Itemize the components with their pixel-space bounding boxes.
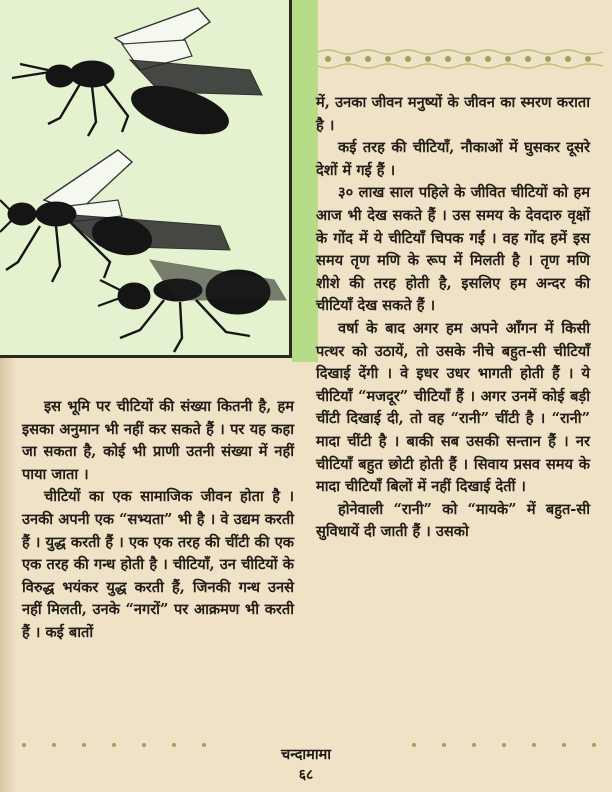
paragraph: कई तरह की चीटियाँ, नौकाओं में घुसकर दूसरे देशों में गई हैं ।	[316, 139, 590, 179]
magazine-name: चन्दामामा	[281, 746, 331, 763]
paragraph: चीटियों का एक सामाजिक जीवन होता है । उनकी अपनी एक “सभ्यता” भी है । वे उद्यम करती हैं । युद्ध करती हैं । एक एक तरह की चींटी की एक एक तरह की गन्ध होती है । चीटियाँ, उन चीटियों के विरुद्ध भयंकर युद्ध करती हैं, जिनकी गन्ध उनसे नहीं मिलती, उनके “नगरों” पर आक्रमण भी करती हैं । कई बातों	[22, 488, 294, 641]
page-number: ६८	[298, 767, 314, 783]
flying-ants-illustration	[0, 0, 292, 358]
paragraph: वर्षा के बाद अगर हम अपने आँगन में किसी पत्थर को उठायें, तो उसके नीचे बहुत-सी चीटियाँ दिखाई देंगी । वे इधर उधर भागती होती हैं । ये चीटियाँ “मजदूर” चीटियाँ हैं । अगर उनमें कोई बड़ी चींटी दिखाई दी, तो वह “रानी” चींटी है । “रानी” मादा चींटी है । बाकी सब उसकी सन्तान हैं । नर चीटियाँ बहुत छोटी होती हैं । सिवाय प्रसव समय के मादा चीटियाँ बिलों में नहीं दिखाई देतीं ।	[316, 319, 590, 496]
paragraph: ३० लाख साल पहिले के जीवित चीटियों को हम आज भी देख सकते हैं । उस समय के देवदारु वृक्षों के गोंद में ये चीटियाँ चिपक गईं । वह गोंद हमें इस समय तृण मणि के रूप में मिलती है । तृण मणि शीशे की तरह होती है, इसलिए हम अन्दर की चीटियाँ देख सकते हैं ।	[316, 184, 590, 315]
paragraph: में, उनका जीवन मनुष्यों के जीवन का स्मरण कराता है ।	[316, 94, 590, 134]
decorative-border-icon	[318, 48, 603, 70]
paragraph: इस भूमि पर चीटियों की संख्या कितनी है, हम इसका अनुमान भी नहीं कर सकते हैं । पर यह कहा जा सकता है, कोई भी प्राणी उतनी संख्या में नहीं पाया जाता ।	[22, 398, 294, 483]
green-margin-band	[292, 0, 318, 362]
ants-drawing	[0, 0, 292, 358]
worker-ant-icon	[98, 260, 286, 352]
right-text-column	[316, 92, 590, 544]
winged-ant-middle-icon	[0, 150, 230, 282]
paragraph: होनेवाली “रानी” को “मायके” में बहुत-सी सुविधायें दी जाती हैं । उसको	[316, 500, 590, 541]
winged-ant-top-icon	[12, 8, 262, 143]
left-text-column	[22, 396, 294, 645]
